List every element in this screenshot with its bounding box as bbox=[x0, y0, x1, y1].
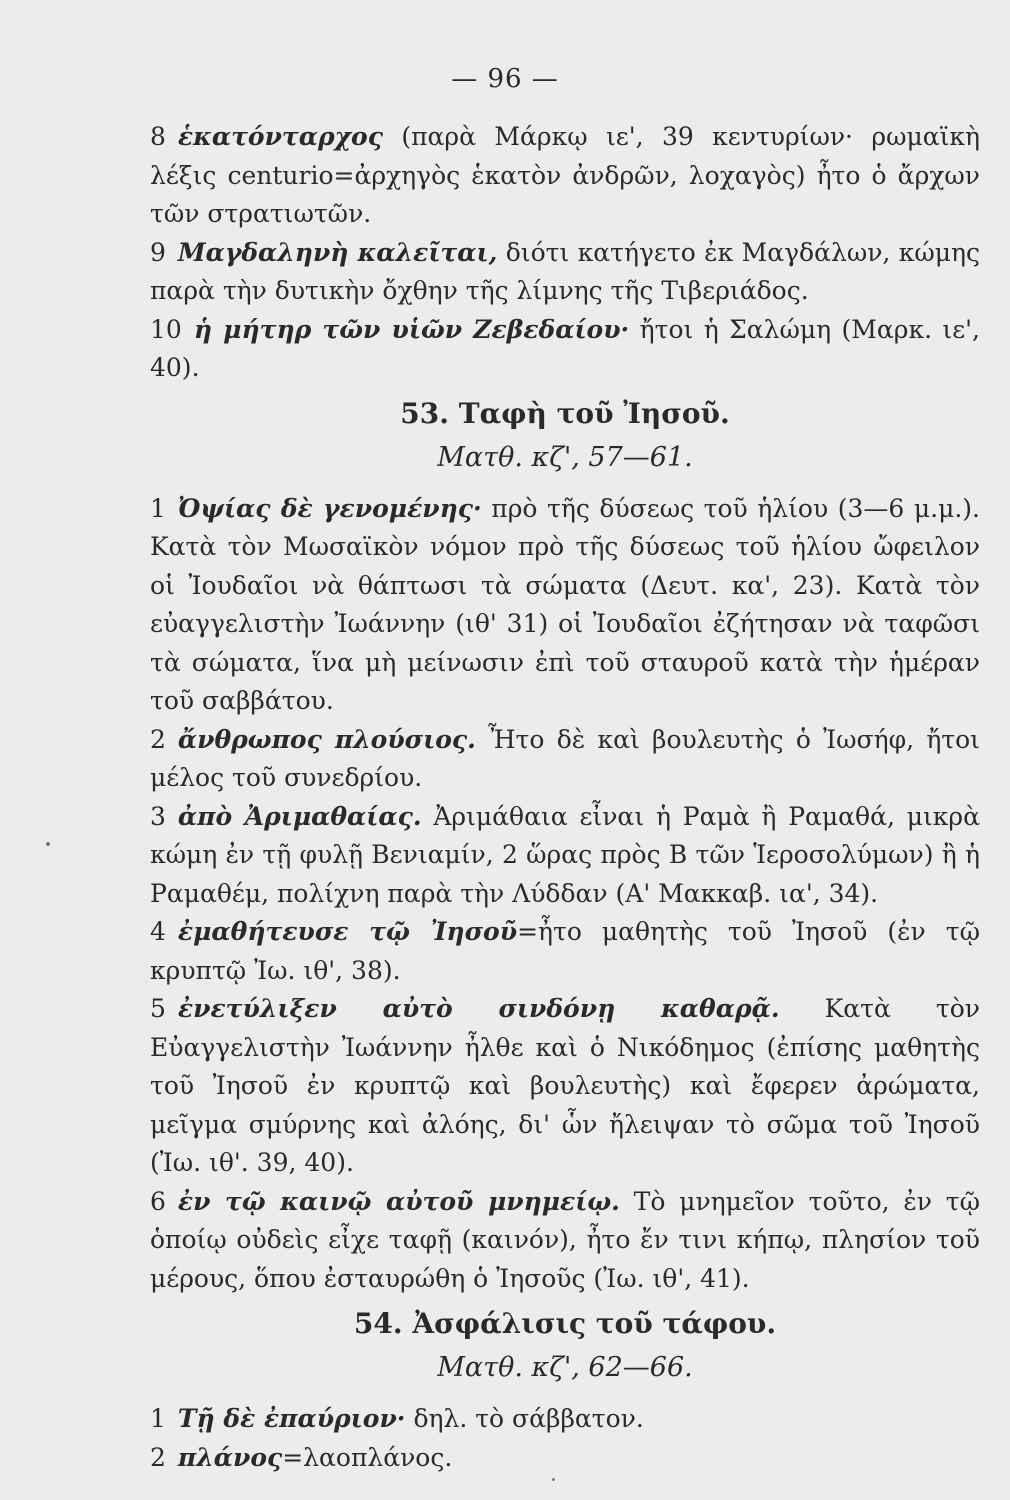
note-text: =ἦτο μαθητὴς τοῦ Ἰησοῦ (ἐν τῷ κρυπτῷ Ἰω. ιθ', 38). bbox=[150, 917, 980, 985]
section-53-title: 53. Ταφὴ τοῦ Ἰησοῦ. bbox=[400, 396, 730, 430]
note-53-1 bbox=[150, 490, 980, 721]
section-53-reference: Ματθ. κζ', 57—61. bbox=[437, 441, 693, 473]
note-9 bbox=[150, 234, 980, 311]
page-body bbox=[150, 118, 980, 1477]
note-number: 4 bbox=[150, 917, 166, 946]
note-53-3 bbox=[150, 798, 980, 914]
note-number: 9 bbox=[150, 237, 166, 267]
note-text: δηλ. τὸ σάββατον. bbox=[405, 1404, 644, 1433]
note-number: 2 bbox=[150, 1442, 166, 1472]
note-text: διότι κατήγετο ἐκ Μαγδάλων, κώμης παρὰ τὴν δυτικὴν ὄχθην τῆς λίμνης τῆς Τιβεριάδος. bbox=[150, 237, 980, 305]
note-lemma: Τῇ δὲ ἐπαύριον· bbox=[177, 1404, 406, 1433]
note-54-1 bbox=[150, 1400, 980, 1439]
note-text: Τὸ μνημεῖον τοῦτο, ἐν τῷ ὁποίῳ οὐδεὶς εἶχε ταφῇ (καινόν), ἦτο ἔν τινι κήπῳ, πλησίον τοῦ μέρους, ὅπου ἐσταυρώθη ὁ Ἰησοῦς (Ἰω. ιθ', 41). bbox=[150, 1186, 981, 1293]
note-number: 5 bbox=[150, 994, 166, 1023]
note-53-2 bbox=[150, 721, 980, 798]
note-lemma: ἀπὸ Ἀριμαθαίας. bbox=[177, 801, 422, 831]
note-text: =λαοπλάνος. bbox=[282, 1442, 453, 1472]
page-number: — 96 — bbox=[451, 64, 559, 94]
note-8 bbox=[150, 118, 980, 234]
note-53-4 bbox=[150, 913, 980, 990]
print-speck bbox=[46, 842, 50, 846]
note-lemma: ἐνετύλιξεν αὐτὸ σινδόνῃ καθαρᾷ. bbox=[177, 994, 780, 1023]
note-lemma: ἐν τῷ καινῷ αὐτοῦ μνημείῳ. bbox=[177, 1186, 620, 1216]
note-text: Ἀριμάθαια εἶναι ἡ Ραμὰ ἢ Ραμαθά, μικρὰ κώμη ἐν τῇ φυλῇ Βενιαμίν, 2 ὥρας πρὸς Β τῶν Ἱεροσολύμων) ἢ ἡ Ραμαθέμ, πολίχνη παρὰ τὴν Λύδδαν (Α' Μακκαβ. ια', 34). bbox=[150, 801, 980, 908]
note-lemma: ἐμαθήτευσε τῷ Ἰησοῦ bbox=[177, 917, 518, 946]
note-number: 1 bbox=[150, 493, 166, 523]
note-number: 2 bbox=[150, 724, 166, 754]
note-text: Κατὰ τὸν Εὐαγγελιστὴν Ἰωάννην ἦλθε καὶ ὁ Νικόδημος (ἐπίσης μαθητὴς τοῦ Ἰησοῦ ἐν κρυπτῷ καὶ βουλευτὴς) καὶ ἔφερεν ἀρώματα, μεῖγμα σμύρνης καὶ ἀλόης, δι' ὧν ἤλειψαν τὸ σῶμα τοῦ Ἰησοῦ (Ἰω. ιθ'. 39, 40). bbox=[150, 994, 980, 1177]
note-number: 8 bbox=[150, 122, 166, 151]
note-53-5 bbox=[150, 990, 980, 1183]
note-text: πρὸ τῆς δύσεως τοῦ ἡλίου (3—6 μ.μ.). Κατὰ τὸν Μωσαϊκὸν νόμον πρὸ τῆς δύσεως τοῦ ἡλίου ὤφειλον οἱ Ἰουδαῖοι νὰ θάπτωσι τὰ σώματα (Δευτ. κα', 23). Κατὰ τὸν εὐαγγελιστὴν Ἰωάννην (ιθ' 31) οἱ Ἰουδαῖοι ἐζήτησαν νὰ ταφῶσι τὰ σώματα, ἵνα μὴ μείνωσιν ἐπὶ τοῦ σταυροῦ κατὰ τὴν ἡμέραν τοῦ σαββάτου. bbox=[150, 493, 980, 715]
note-number: 6 bbox=[150, 1186, 166, 1216]
note-text: (παρὰ Μάρκῳ ιε', 39 κεντυρίων· ρωμαϊκὴ λέξις centurio=ἀρχηγὸς ἑκατὸν ἀνδρῶν, λοχαγὸς) ἦτο ὁ ἄρχων τῶν στρατιωτῶν. bbox=[150, 122, 980, 228]
note-lemma: Μαγδαληνὴ καλεῖται, bbox=[177, 237, 498, 267]
note-lemma: ἄνθρωπος πλούσιος. bbox=[177, 724, 476, 754]
note-number: 3 bbox=[150, 801, 166, 831]
note-text: ἤτοι ἡ Σαλώμη (Μαρκ. ιε', 40). bbox=[150, 314, 980, 382]
section-54-title: 54. Ἀσφάλισις τοῦ τάφου. bbox=[353, 1307, 777, 1340]
note-54-2 bbox=[150, 1439, 980, 1478]
note-lemma: Ὀψίας δὲ γενομένης· bbox=[177, 493, 482, 523]
note-text: Ἦτο δὲ καὶ βουλευτὴς ὁ Ἰωσήφ, ἤτοι μέλος τοῦ συνεδρίου. bbox=[150, 724, 980, 792]
note-lemma: ἡ μήτηρ τῶν υἱῶν Ζεβεδαίου· bbox=[193, 314, 630, 344]
section-54-reference: Ματθ. κζ', 62—66. bbox=[437, 1352, 693, 1383]
note-53-6 bbox=[150, 1183, 980, 1299]
print-speck bbox=[552, 1478, 555, 1481]
note-number: 1 bbox=[150, 1404, 166, 1433]
note-10 bbox=[150, 311, 980, 388]
note-lemma: πλάνος bbox=[177, 1442, 283, 1472]
note-number: 10 bbox=[150, 314, 182, 344]
note-lemma: ἑκατόνταρχος bbox=[177, 122, 383, 151]
